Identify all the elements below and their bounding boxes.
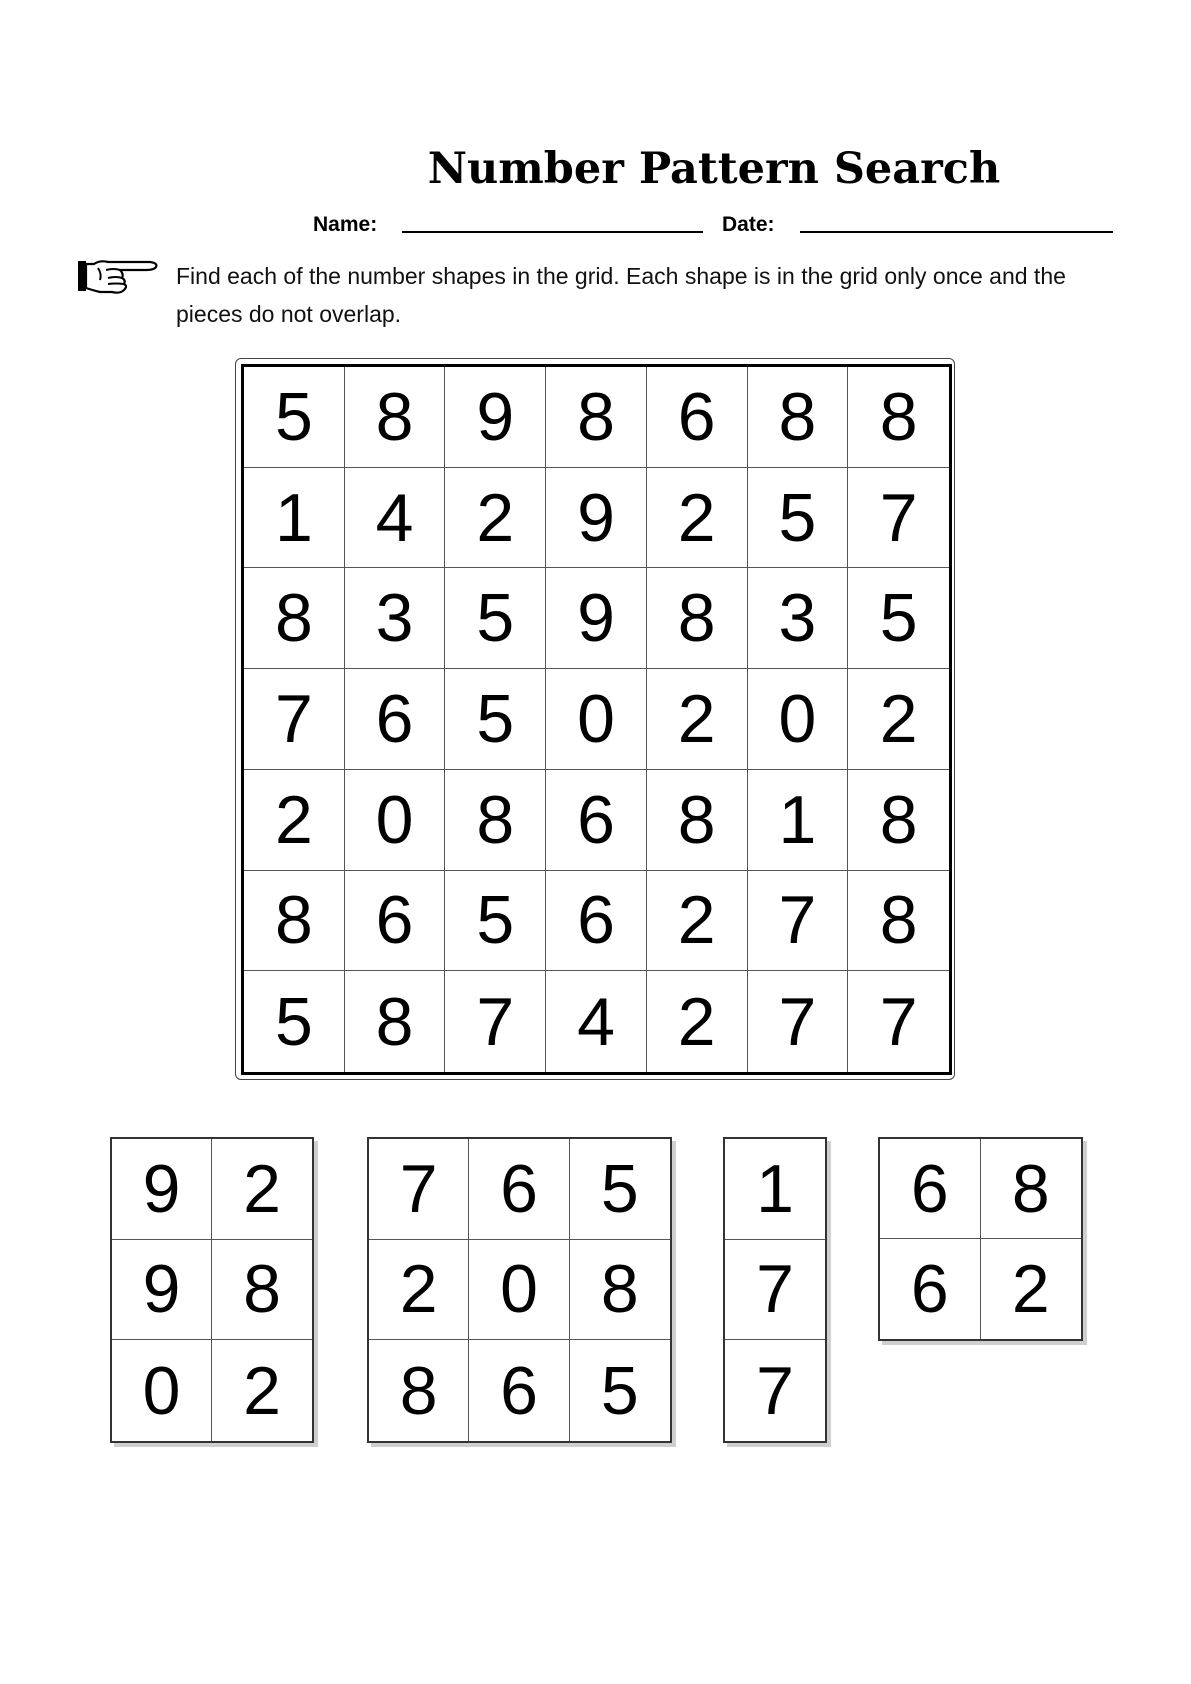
grid-cell[interactable]: 1 bbox=[244, 468, 345, 569]
shape-piece-4 bbox=[878, 1137, 1083, 1341]
number-grid bbox=[241, 364, 952, 1075]
grid-cell[interactable]: 5 bbox=[445, 568, 546, 669]
grid-cell[interactable]: 7 bbox=[244, 669, 345, 770]
piece-cell: 7 bbox=[756, 1352, 794, 1429]
grid-cell[interactable]: 5 bbox=[244, 971, 345, 1072]
grid-cell[interactable]: 9 bbox=[445, 367, 546, 468]
instructions-text: Find each of the number shapes in the grid. Each shape is in the grid only once and the pieces do not overlap. bbox=[176, 263, 1066, 327]
date-field-line[interactable] bbox=[800, 231, 1113, 233]
shape-piece-1 bbox=[110, 1137, 314, 1443]
grid-cell[interactable]: 8 bbox=[244, 871, 345, 972]
piece-cell: 5 bbox=[600, 1352, 639, 1429]
piece-cell: 6 bbox=[880, 1139, 981, 1239]
shape-piece-2 bbox=[367, 1137, 672, 1443]
grid-cell[interactable]: 5 bbox=[848, 568, 949, 669]
grid-cell[interactable]: 2 bbox=[647, 971, 748, 1072]
grid-cell[interactable]: 1 bbox=[748, 770, 849, 871]
name-label: Name: bbox=[313, 213, 378, 236]
grid-cell[interactable]: 6 bbox=[546, 871, 647, 972]
grid-cell[interactable]: 0 bbox=[748, 669, 849, 770]
piece-cell: 7 bbox=[369, 1139, 469, 1240]
grid-cell[interactable]: 8 bbox=[748, 367, 849, 468]
piece-cell: 9 bbox=[112, 1240, 212, 1341]
grid-cell[interactable]: 2 bbox=[848, 669, 949, 770]
grid-cell[interactable]: 8 bbox=[647, 568, 748, 669]
grid-cell[interactable]: 5 bbox=[445, 669, 546, 770]
grid-cell[interactable]: 2 bbox=[445, 468, 546, 569]
grid-cell[interactable]: 8 bbox=[345, 367, 446, 468]
piece-cell: 2 bbox=[243, 1352, 281, 1429]
grid-cell[interactable]: 5 bbox=[244, 367, 345, 468]
shape-piece-3 bbox=[723, 1137, 827, 1443]
piece-cell: 0 bbox=[469, 1240, 569, 1341]
grid-cell[interactable]: 9 bbox=[546, 568, 647, 669]
grid-cell[interactable]: 3 bbox=[345, 568, 446, 669]
grid-cell[interactable]: 6 bbox=[546, 770, 647, 871]
piece-cell: 7 bbox=[725, 1240, 825, 1341]
date-label: Date: bbox=[722, 213, 775, 236]
piece-cell: 2 bbox=[212, 1139, 312, 1240]
piece-cell: 1 bbox=[725, 1139, 825, 1240]
pointing-hand-icon bbox=[76, 256, 160, 296]
piece-cell: 6 bbox=[880, 1239, 981, 1339]
grid-cell[interactable]: 7 bbox=[748, 871, 849, 972]
grid-cell[interactable]: 5 bbox=[445, 871, 546, 972]
grid-cell[interactable]: 5 bbox=[748, 468, 849, 569]
piece-cell: 6 bbox=[469, 1340, 569, 1441]
piece-cell: 0 bbox=[112, 1340, 212, 1441]
grid-cell[interactable]: 9 bbox=[546, 468, 647, 569]
grid-cell[interactable]: 2 bbox=[647, 468, 748, 569]
grid-cell[interactable]: 6 bbox=[345, 669, 446, 770]
grid-cell[interactable]: 7 bbox=[445, 971, 546, 1072]
worksheet-title: Number Pattern Search bbox=[427, 144, 1001, 194]
name-field-line[interactable] bbox=[402, 231, 703, 233]
piece-cell: 8 bbox=[981, 1139, 1082, 1239]
grid-cell[interactable]: 2 bbox=[244, 770, 345, 871]
grid-cell[interactable]: 7 bbox=[848, 468, 949, 569]
grid-cell[interactable]: 8 bbox=[345, 971, 446, 1072]
grid-cell[interactable]: 6 bbox=[647, 367, 748, 468]
piece-cell: 2 bbox=[1011, 1251, 1050, 1327]
grid-cell[interactable]: 6 bbox=[345, 871, 446, 972]
grid-cell[interactable]: 8 bbox=[647, 770, 748, 871]
piece-cell: 8 bbox=[212, 1240, 312, 1341]
grid-cell[interactable]: 8 bbox=[445, 770, 546, 871]
grid-cell[interactable]: 0 bbox=[345, 770, 446, 871]
piece-cell: 9 bbox=[112, 1139, 212, 1240]
grid-cell[interactable]: 8 bbox=[546, 367, 647, 468]
grid-cell[interactable]: 3 bbox=[748, 568, 849, 669]
grid-cell[interactable]: 8 bbox=[848, 871, 949, 972]
grid-cell[interactable]: 0 bbox=[546, 669, 647, 770]
grid-cell[interactable]: 8 bbox=[848, 367, 949, 468]
grid-cell[interactable]: 8 bbox=[244, 568, 345, 669]
grid-cell[interactable]: 4 bbox=[546, 971, 647, 1072]
grid-cell[interactable]: 7 bbox=[748, 971, 849, 1072]
grid-cell[interactable]: 2 bbox=[647, 669, 748, 770]
piece-cell: 8 bbox=[570, 1240, 670, 1341]
piece-cell: 6 bbox=[469, 1139, 569, 1240]
piece-cell: 8 bbox=[369, 1340, 469, 1441]
grid-cell[interactable]: 7 bbox=[879, 983, 918, 1060]
grid-cell[interactable]: 2 bbox=[647, 871, 748, 972]
piece-cell: 2 bbox=[369, 1240, 469, 1341]
piece-cell: 5 bbox=[570, 1139, 670, 1240]
grid-cell[interactable]: 8 bbox=[848, 770, 949, 871]
grid-cell[interactable]: 4 bbox=[345, 468, 446, 569]
